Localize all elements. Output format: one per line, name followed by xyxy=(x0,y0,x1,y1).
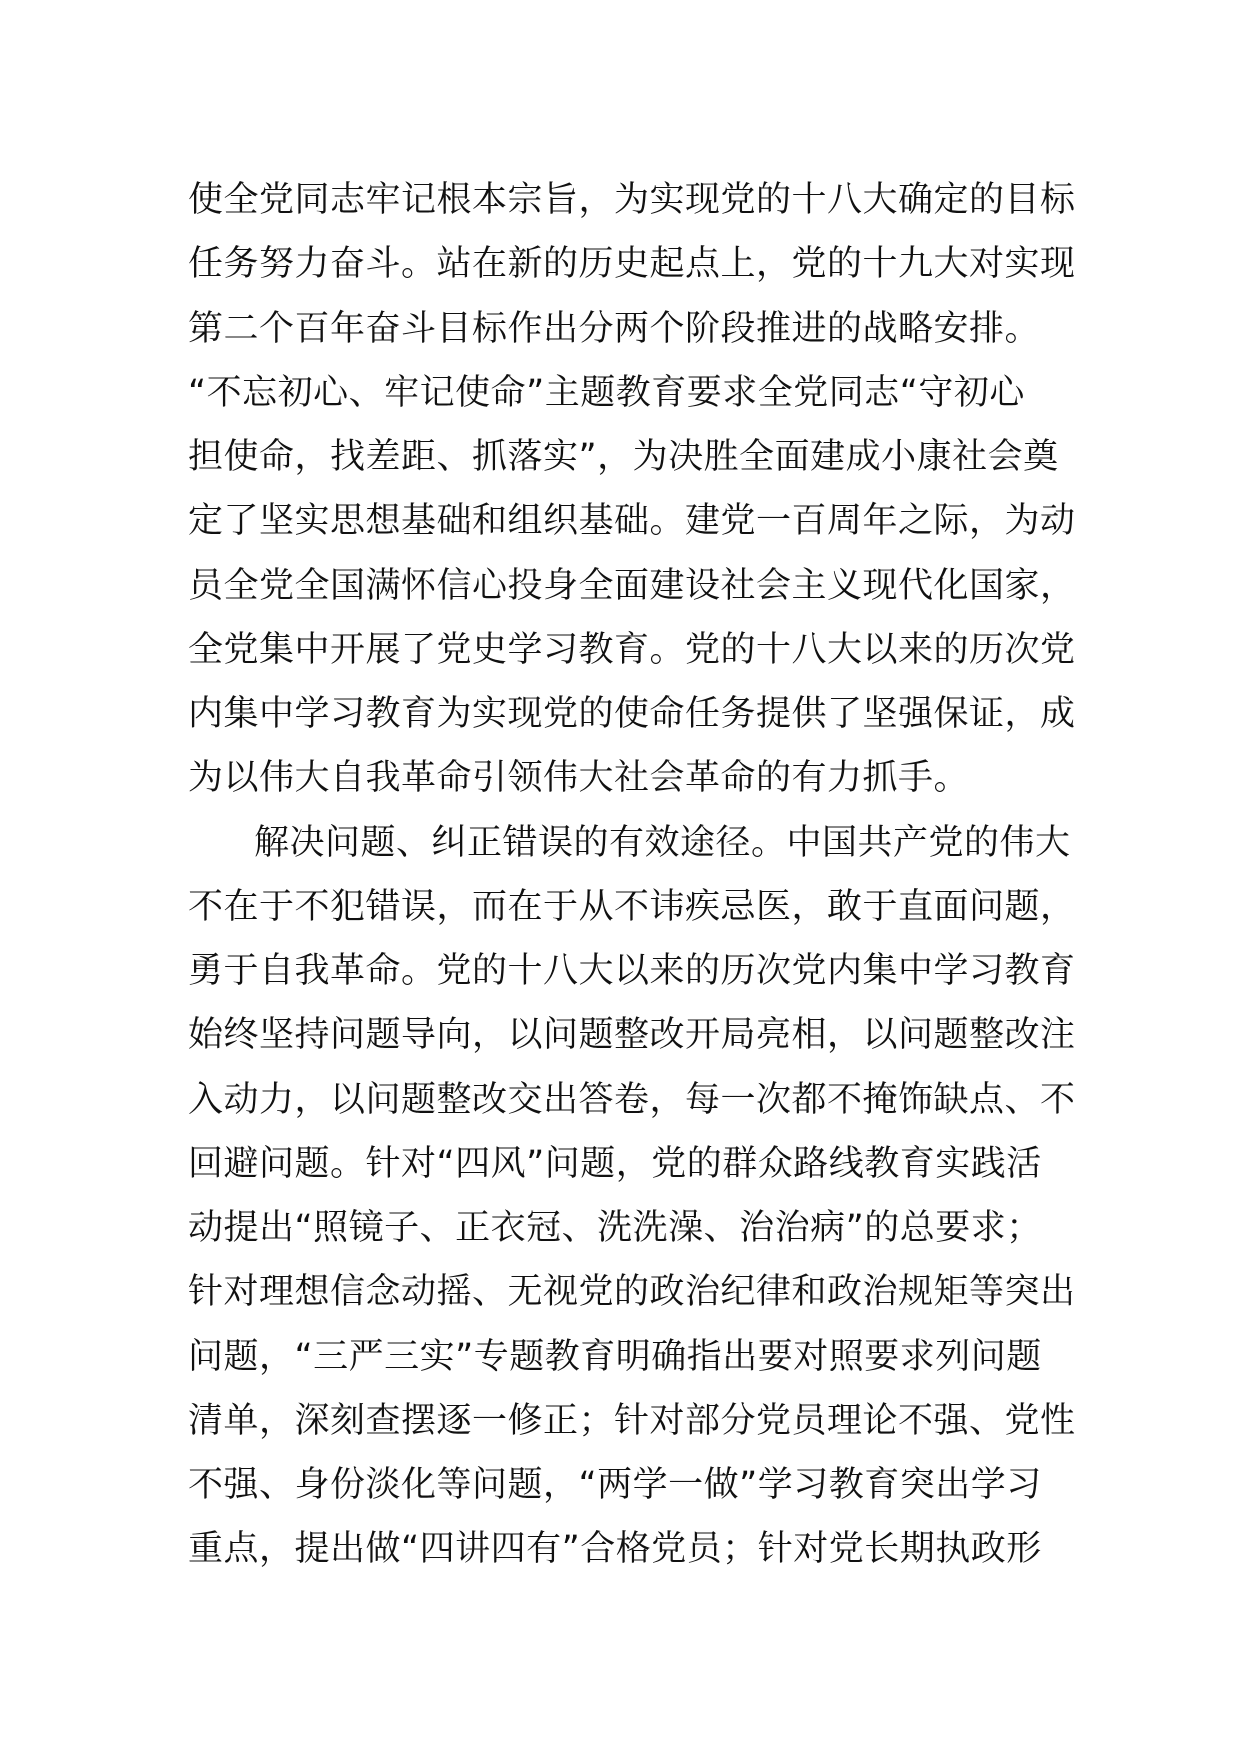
text-line: 勇于自我革命。党的十八大以来的历次党内集中学习教育 xyxy=(188,951,1076,991)
text-line: 定了坚实思想基础和组织基础。建党一百周年之际，为动 xyxy=(188,501,1076,542)
text-line: 不强、身份淡化等问题，“两学一做”学习教育突出学习 xyxy=(188,1465,1042,1505)
text-line: “不忘初心、牢记使命”主题教育要求全党同志“守初心 xyxy=(188,372,1025,413)
text-line: 始终坚持问题导向，以问题整改开局亮相，以问题整改注 xyxy=(188,1015,1076,1056)
body-text xyxy=(188,168,1076,1582)
text-line: 第二个百年奋斗目标作出分两个阶段推进的战略安排。 xyxy=(188,308,1041,349)
text-line: 担使命，找差距、抓落实”，为决胜全面建成小康社会奠 xyxy=(188,437,1059,477)
text-line: 回避问题。针对“四风”问题，党的群众路线教育实践活 xyxy=(188,1143,1042,1184)
text-line: 动提出“照镜子、正衣冠、洗洗澡、治治病”的总要求； xyxy=(188,1208,1042,1248)
text-line: 内集中学习教育为实现党的使命任务提供了坚强保证，成 xyxy=(188,694,1076,734)
text-line: 入动力，以问题整改交出答卷，每一次都不掩饰缺点、不 xyxy=(188,1079,1076,1120)
text-line: 针对理想信念动摇、无视党的政治纪律和政治规矩等突出 xyxy=(188,1272,1076,1313)
text-line: 为以伟大自我革命引领伟大社会革命的有力抓手。 xyxy=(188,758,970,799)
paragraph-start-line: 解决问题、纠正错误的有效途径。中国共产党的伟大 xyxy=(254,822,1071,863)
text-line: 问题，“三严三实”专题教育明确指出要对照要求列问题 xyxy=(188,1336,1042,1377)
text-line: 重点，提出做“四讲四有”合格党员；针对党长期执政形 xyxy=(188,1529,1042,1570)
text-line: 清单，深刻查摆逐一修正；针对部分党员理论不强、党性 xyxy=(188,1400,1076,1441)
text-line: 不在于不犯错误，而在于从不讳疾忌医，敢于直面问题， xyxy=(188,886,1076,927)
text-line: 全党集中开展了党史学习教育。党的十八大以来的历次党 xyxy=(188,629,1076,670)
text-line: 任务努力奋斗。站在新的历史起点上，党的十九大对实现 xyxy=(188,244,1076,285)
text-line: 员全党全国满怀信心投身全面建设社会主义现代化国家， xyxy=(188,565,1076,606)
text-line: 使全党同志牢记根本宗旨，为实现党的十八大确定的目标 xyxy=(188,180,1076,220)
